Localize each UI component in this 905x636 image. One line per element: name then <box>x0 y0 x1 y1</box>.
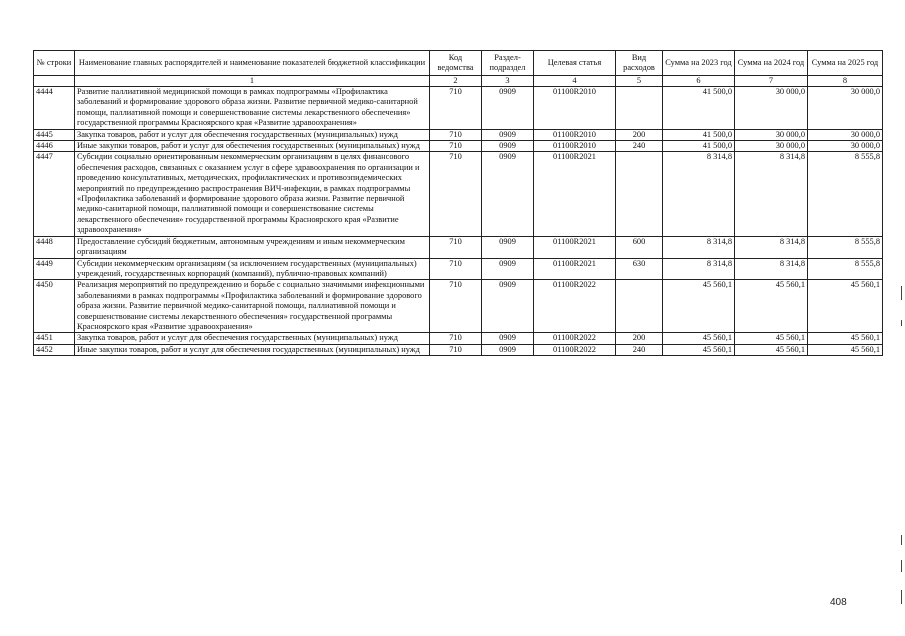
sum-2025: 8 555,8 <box>808 258 883 280</box>
header-sum-2025: Сумма на 2025 год <box>808 51 883 76</box>
dept-code: 710 <box>430 87 482 130</box>
row-number: 4446 <box>34 141 75 152</box>
sum-2025: 45 560,1 <box>808 280 883 333</box>
section-code: 0909 <box>482 87 534 130</box>
sum-2025: 30 000,0 <box>808 129 883 140</box>
sum-2023: 41 500,0 <box>663 87 735 130</box>
row-number: 4444 <box>34 87 75 130</box>
expense-type <box>616 152 663 236</box>
expense-type: 240 <box>616 141 663 152</box>
table-row <box>34 258 883 280</box>
sum-2025: 45 560,1 <box>808 333 883 344</box>
sum-2023: 8 314,8 <box>663 258 735 280</box>
row-name: Реализация мероприятий по предупреждению и борьбе с социально значимыми инфекционными заболеваниями в рамках подпрограммы «Профилактика заболеваний и формирование здорового образа жизни. Развитие первичной медико-санитарной помощи, паллиативной помощи и совершенствование системы лекарственного обеспечения» государственной программы Красноярского края «Развитие здравоохранения» <box>75 280 430 333</box>
row-name: Субсидии некоммерческим организациям (за исключением государственных (муниципальных) учреждений, государственных корпораций (компаний), публично-правовых компаний) <box>75 258 430 280</box>
dept-code: 710 <box>430 333 482 344</box>
target-article: 01100R2010 <box>534 141 616 152</box>
column-number: 5 <box>616 76 663 87</box>
table-row <box>34 141 883 152</box>
target-article: 01100R2021 <box>534 152 616 236</box>
row-number: 4445 <box>34 129 75 140</box>
target-article: 01100R2021 <box>534 236 616 258</box>
budget-table <box>33 50 883 356</box>
sum-2024: 8 314,8 <box>735 152 808 236</box>
expense-type: 600 <box>616 236 663 258</box>
sum-2025: 8 555,8 <box>808 236 883 258</box>
sum-2025: 45 560,1 <box>808 344 883 355</box>
sum-2024: 8 314,8 <box>735 258 808 280</box>
scan-edge-mark <box>901 320 902 326</box>
sum-2023: 8 314,8 <box>663 236 735 258</box>
column-number: 3 <box>482 76 534 87</box>
sum-2024: 30 000,0 <box>735 129 808 140</box>
dept-code: 710 <box>430 280 482 333</box>
expense-type <box>616 280 663 333</box>
row-number: 4447 <box>34 152 75 236</box>
row-number: 4448 <box>34 236 75 258</box>
header-expense-type: Вид расходов <box>616 51 663 76</box>
section-code: 0909 <box>482 280 534 333</box>
column-number: 4 <box>534 76 616 87</box>
scan-edge-mark <box>901 590 902 604</box>
sum-2023: 41 500,0 <box>663 141 735 152</box>
header-dept-code: Код ведомства <box>430 51 482 76</box>
sum-2023: 41 500,0 <box>663 129 735 140</box>
table-row <box>34 280 883 333</box>
row-name: Развитие паллиативной медицинской помощи в рамках подпрограммы «Профилактика заболеваний и формирование здорового образа жизни. Развитие первичной медико-санитарной помощи, паллиативной помощи и совершенствование системы лекарственного обеспечения» государственной программы Красноярского края «Развитие здравоохранения» <box>75 87 430 130</box>
sum-2024: 30 000,0 <box>735 141 808 152</box>
section-code: 0909 <box>482 141 534 152</box>
row-name: Предоставление субсидий бюджетным, автономным учреждениям и иным некоммерческим организациям <box>75 236 430 258</box>
table-row <box>34 152 883 236</box>
target-article: 01100R2010 <box>534 129 616 140</box>
row-name: Закупка товаров, работ и услуг для обеспечения государственных (муниципальных) нужд <box>75 333 430 344</box>
target-article: 01100R2010 <box>534 87 616 130</box>
section-code: 0909 <box>482 152 534 236</box>
section-code: 0909 <box>482 258 534 280</box>
column-number: 8 <box>808 76 883 87</box>
table-row <box>34 333 883 344</box>
section-code: 0909 <box>482 129 534 140</box>
expense-type: 630 <box>616 258 663 280</box>
sum-2024: 30 000,0 <box>735 87 808 130</box>
sum-2025: 8 555,8 <box>808 152 883 236</box>
dept-code: 710 <box>430 258 482 280</box>
column-number: 7 <box>735 76 808 87</box>
column-number: 6 <box>663 76 735 87</box>
dept-code: 710 <box>430 344 482 355</box>
dept-code: 710 <box>430 141 482 152</box>
sum-2023: 8 314,8 <box>663 152 735 236</box>
scan-edge-mark <box>901 560 902 572</box>
dept-code: 710 <box>430 152 482 236</box>
header-row-number: № строки <box>34 51 75 76</box>
sum-2023: 45 560,1 <box>663 333 735 344</box>
row-number: 4450 <box>34 280 75 333</box>
table-row <box>34 129 883 140</box>
sum-2024: 45 560,1 <box>735 333 808 344</box>
target-article: 01100R2021 <box>534 258 616 280</box>
sum-2023: 45 560,1 <box>663 344 735 355</box>
dept-code: 710 <box>430 129 482 140</box>
expense-type: 240 <box>616 344 663 355</box>
table-row <box>34 87 883 130</box>
table-row <box>34 236 883 258</box>
page-number: 408 <box>830 597 847 608</box>
column-number: 1 <box>75 76 430 87</box>
header-section: Раздел-подраздел <box>482 51 534 76</box>
section-code: 0909 <box>482 333 534 344</box>
column-number-row <box>34 76 883 87</box>
sum-2024: 8 314,8 <box>735 236 808 258</box>
expense-type <box>616 87 663 130</box>
section-code: 0909 <box>482 344 534 355</box>
target-article: 01100R2022 <box>534 333 616 344</box>
section-code: 0909 <box>482 236 534 258</box>
row-number: 4452 <box>34 344 75 355</box>
budget-table-container <box>33 50 882 356</box>
row-number: 4451 <box>34 333 75 344</box>
column-number <box>34 76 75 87</box>
row-number: 4449 <box>34 258 75 280</box>
scan-edge-mark <box>901 535 902 545</box>
dept-code: 710 <box>430 236 482 258</box>
target-article: 01100R2022 <box>534 344 616 355</box>
header-sum-2023: Сумма на 2023 год <box>663 51 735 76</box>
sum-2024: 45 560,1 <box>735 344 808 355</box>
sum-2025: 30 000,0 <box>808 141 883 152</box>
table-header-row <box>34 51 883 76</box>
header-name: Наименование главных распорядителей и наименование показателей бюджетной классификации <box>75 51 430 76</box>
sum-2024: 45 560,1 <box>735 280 808 333</box>
sum-2023: 45 560,1 <box>663 280 735 333</box>
expense-type: 200 <box>616 129 663 140</box>
header-sum-2024: Сумма на 2024 год <box>735 51 808 76</box>
row-name: Закупка товаров, работ и услуг для обеспечения государственных (муниципальных) нужд <box>75 129 430 140</box>
table-row <box>34 344 883 355</box>
column-number: 2 <box>430 76 482 87</box>
row-name: Иные закупки товаров, работ и услуг для обеспечения государственных (муниципальных) нужд <box>75 344 430 355</box>
scan-edge-mark <box>901 286 902 300</box>
header-target-article: Целевая статья <box>534 51 616 76</box>
sum-2025: 30 000,0 <box>808 87 883 130</box>
expense-type: 200 <box>616 333 663 344</box>
target-article: 01100R2022 <box>534 280 616 333</box>
row-name: Иные закупки товаров, работ и услуг для обеспечения государственных (муниципальных) нужд <box>75 141 430 152</box>
row-name: Субсидии социально ориентированным некоммерческим организациям в целях финансового обеспечения расходов, связанных с оказанием услуг в сфере здравоохранения по организации и проведению консультативных, методических, профилактических и противоэпидемических мероприятий по предупреждению распространения ВИЧ-инфекции, в рамках подпрограммы «Профилактика заболеваний и формирование здорового образа жизни. Развитие первичной медико-санитарной помощи, паллиативной помощи и совершенствование системы лекарственного обеспечения» государственной программы Красноярского края «Развитие здравоохранения» <box>75 152 430 236</box>
